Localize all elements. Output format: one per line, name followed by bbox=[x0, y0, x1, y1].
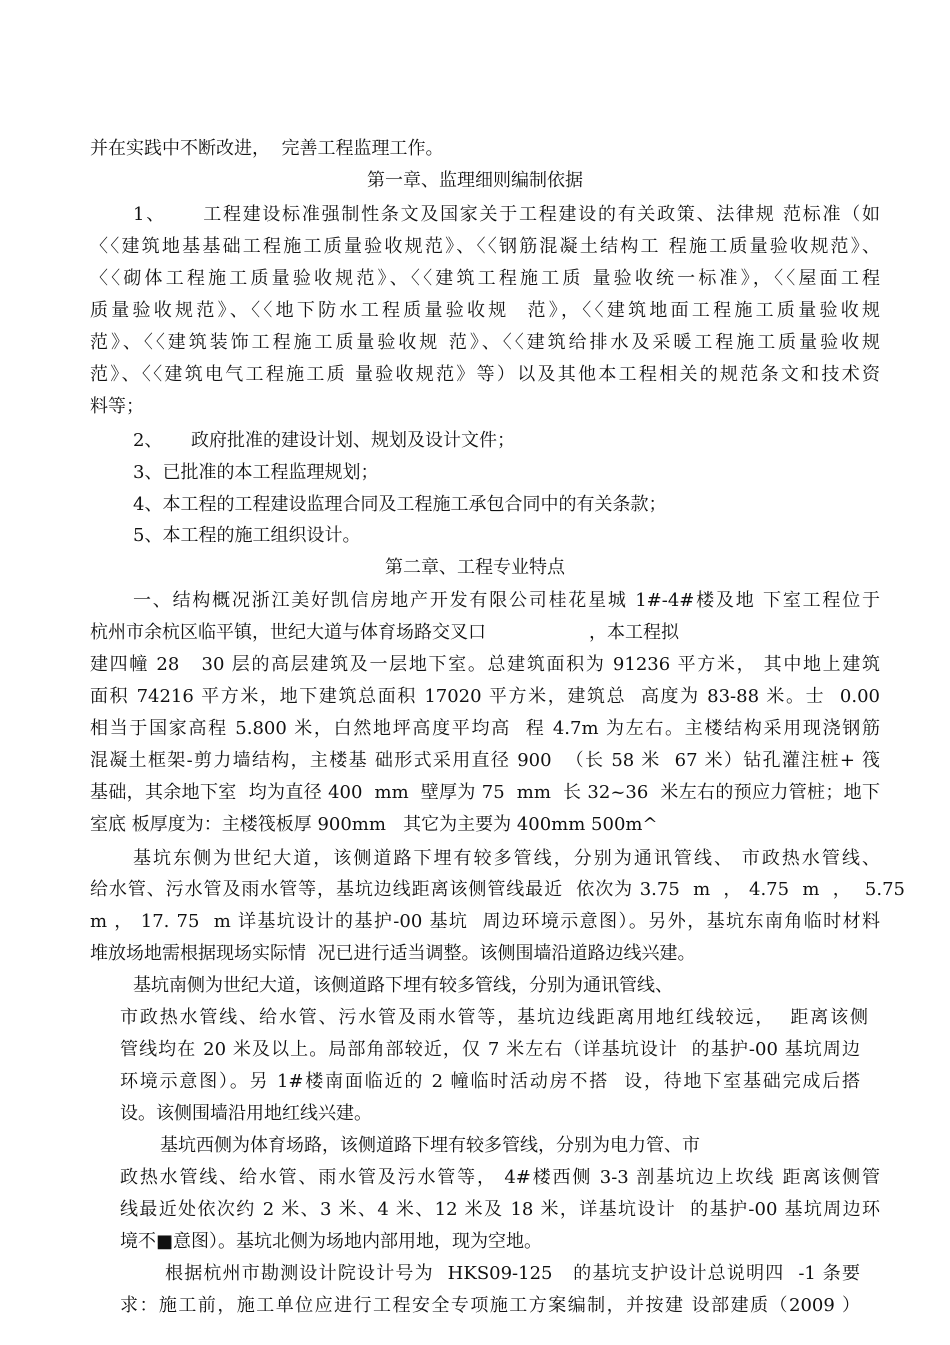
text-line: 环境示意图）。另 1#楼南面临近的 2 幢临时活动房不搭 设，待地下室基础完成后搭 bbox=[120, 1071, 860, 1092]
text-line: 2、 政府批准的建设计划、规划及设计文件； bbox=[133, 430, 516, 451]
text-line: 〈〈砌体工程施工质量验收规范》、〈〈建筑工程施工质 量验收统一标准》，〈〈屋面工程 bbox=[90, 268, 880, 289]
text-line: 设。该侧围墙沿用地红线兴建。 bbox=[120, 1103, 372, 1124]
text-line: 料等； bbox=[90, 396, 144, 417]
text-line: 质量验收规范》、〈〈地下防水工程质量验收规 范》，〈〈建筑地面工程施工质量验收规 bbox=[90, 300, 880, 321]
text-line: 室底 板厚度为：主楼筏板厚 900mm 其它为主要为 400mm 500m^ bbox=[90, 814, 658, 835]
text-line: 基础，其余地下室 均为直径 400 mm 壁厚为 75 mm 长 32~36 米左右的预应力管桩；地下 bbox=[90, 782, 880, 803]
chapter-2-heading: 第二章、工程专业特点 bbox=[385, 557, 565, 578]
text-line: 境不■意图）。基坑北侧为场地内部用地，现为空地。 bbox=[120, 1231, 543, 1252]
text-line: 市政热水管线、给水管、污水管及雨水管等，基坑边线距离用地红线较远， 距离该侧 bbox=[120, 1007, 868, 1028]
text-line: 混凝土框架-剪力墙结构，主楼基 础形式采用直径 900 （长 58 米 67 米）钻孔灌注桩+ 筏 bbox=[90, 750, 880, 771]
text-line: 管线均在 20 米及以上。局部角部较近，仅 7 米左右（详基坑设计 的基护-00 基坑周边 bbox=[120, 1039, 860, 1060]
text-line: m ， 17. 75 m 详基坑设计的基护-00 基坑 周边环境示意图）。另外，基坑东南角临时材料 bbox=[90, 911, 880, 932]
text-line: 求：施工前，施工单位应进行工程安全专项施工方案编制，并按建 设部建质（2009 ） bbox=[120, 1295, 860, 1316]
text-line: 并在实践中不断改进， 完善工程监理工作。 bbox=[90, 138, 444, 159]
text-line: 相当于国家高程 5.800 米，白然地坪高度平均高 程 4.7m 为左右。主楼结构采用现浇钢筋 bbox=[90, 718, 880, 739]
text-line: 政热水管线、给水管、雨水管及污水管等， 4#楼西侧 3-3 剖基坑边上坎线 距离该侧管 bbox=[120, 1167, 880, 1188]
text-line: 给水管、污水管及雨水管等，基坑边线距离该侧管线最近 依次为 3.75 m ， 4.75 m ， 5.75 bbox=[90, 879, 905, 900]
text-line: 面积 74216 平方米，地下建筑总面积 17020 平方米，建筑总 高度为 83-88 米。士 0.00 bbox=[90, 686, 880, 707]
text-line: 一、结构概况浙江美好凯信房地产开发有限公司桂花星城 1#-4#楼及地 下室工程位于 bbox=[133, 590, 880, 611]
text-line: 3、已批准的本工程监理规划； bbox=[133, 462, 379, 483]
text-line: 范》、〈〈建筑装饰工程施工质量验收规 范》、〈〈建筑给排水及采暖工程施工质量验收规 bbox=[90, 332, 880, 353]
text-line: 1、 工程建设标准强制性条文及国家关于工程建设的有关政策、法律规 范标准（如 bbox=[133, 204, 880, 225]
text-line: 线最近处依次约 2 米、3 米、4 米、12 米及 18 米，详基坑设计 的基护-00 基坑周边环 bbox=[120, 1199, 880, 1220]
chapter-1-heading: 第一章、监理细则编制依据 bbox=[367, 170, 583, 191]
text-line: 〈〈建筑地基基础工程施工质量验收规范》、〈〈钢筋混凝土结构工 程施工质量验收规范》、 bbox=[90, 236, 880, 257]
text-line: 4、本工程的工程建设监理合同及工程施工承包合同中的有关条款； bbox=[133, 494, 667, 515]
text-line: 范》、〈〈建筑电气工程施工质 量验收规范》等）以及其他本工程相关的规范条文和技术资 bbox=[90, 364, 880, 385]
text-line: 根据杭州市勘测设计院设计号为 HKS09-125 的基坑支护设计总说明四 -1 条要 bbox=[165, 1263, 860, 1284]
text-line: 基坑西侧为体育场路，该侧道路下埋有较多管线，分别为电力管、市 bbox=[160, 1135, 700, 1156]
text-line: 基坑南侧为世纪大道，该侧道路下埋有较多管线，分别为通讯管线、 bbox=[133, 975, 673, 996]
text-line: 基坑东侧为世纪大道，该侧道路下埋有较多管线，分别为通讯管线、 市政热水管线、 bbox=[133, 848, 880, 869]
text-line: 建四幢 28 30 层的高层建筑及一层地下室。总建筑面积为 91236 平方米， 其中地上建筑 bbox=[90, 654, 880, 675]
text-line: 5、本工程的施工组织设计。 bbox=[133, 525, 361, 546]
text-line: 杭州市余杭区临平镇，世纪大道与体育场路交叉口 ，本工程拟 bbox=[90, 622, 679, 643]
text-line: 堆放场地需根据现场实际情 况已进行适当调整。该侧围墙沿道路边线兴建。 bbox=[90, 943, 696, 964]
